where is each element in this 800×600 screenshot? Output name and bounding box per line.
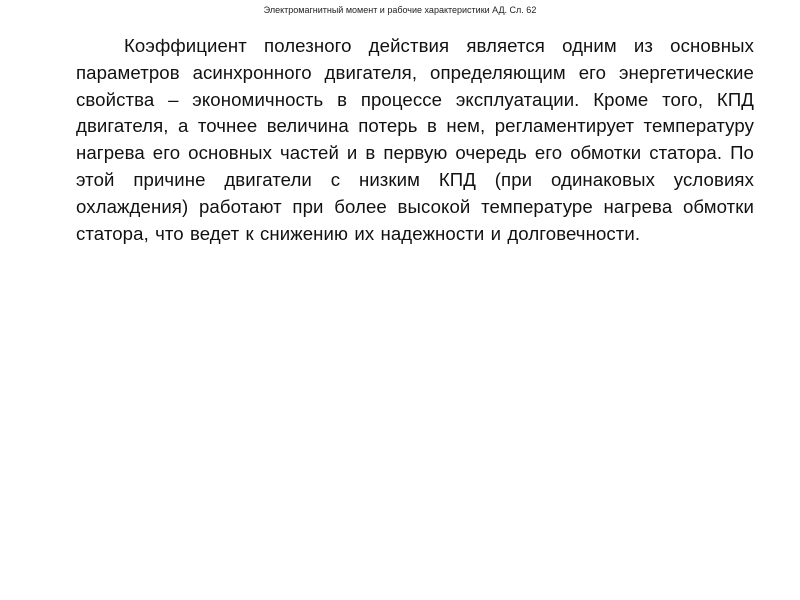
body-paragraph: Коэффициент полезного действия является одним из основных параметров асинхронного двигателя, определяющим его энергетические свойства – экономичность в процессе эксплуатации. Кроме того, КПД двигателя, а точнее величина потерь в нем, регламентирует температуру нагрева его основных частей и в первую очередь его обмотки статора. По этой причине двигатели с низким КПД (при одинаковых условиях охлаждения) работают при более высокой температуре нагрева обмотки статора, что ведет к снижению их надежности и долговечности. <box>76 35 754 244</box>
slide-header: Электромагнитный момент и рабочие характеристики АД. Сл. 62 <box>263 5 537 15</box>
